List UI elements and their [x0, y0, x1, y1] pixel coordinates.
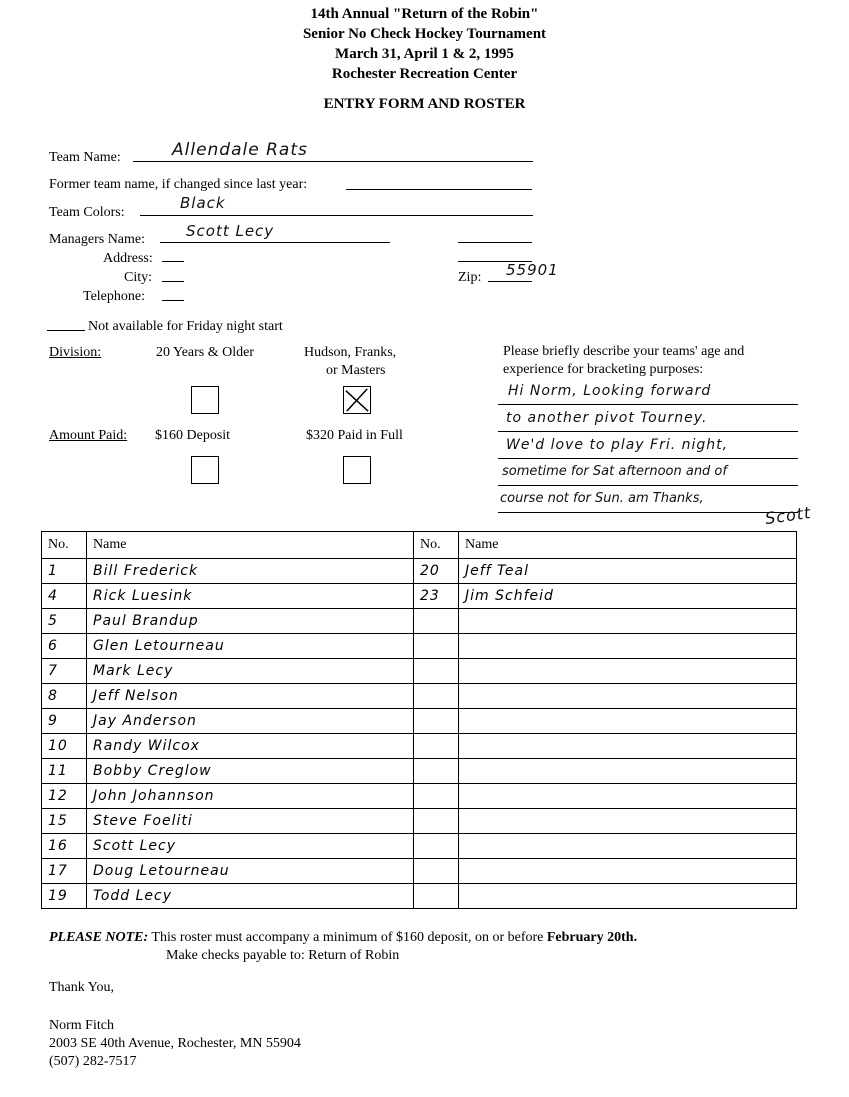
player-name[interactable] [459, 634, 797, 659]
roster-header-row [42, 532, 797, 559]
player-number[interactable] [414, 784, 459, 809]
team-name-line [133, 161, 533, 162]
description-text-5[interactable]: course not for Sun. am Thanks, [500, 491, 704, 506]
former-name-label: Former team name, if changed since last year: [49, 177, 308, 192]
please-note-label: PLEASE NOTE: [49, 930, 149, 945]
amount-option-1-label: $160 Deposit [155, 428, 231, 443]
player-number[interactable] [414, 659, 459, 684]
table-row [42, 784, 797, 809]
player-number[interactable] [414, 809, 459, 834]
player-name[interactable]: Jay Anderson [87, 709, 414, 734]
player-number[interactable]: 4 [42, 584, 87, 609]
player-number[interactable]: 20 [414, 559, 459, 584]
table-row [42, 884, 797, 909]
division-checkbox-masters[interactable] [343, 386, 371, 414]
player-name[interactable]: Doug Letourneau [87, 859, 414, 884]
team-name-label: Team Name: [49, 150, 121, 165]
player-number[interactable]: 9 [42, 709, 87, 734]
player-number[interactable]: 23 [414, 584, 459, 609]
manager-extra-line [458, 242, 532, 243]
division-option-2-label-1: Hudson, Franks, [304, 345, 397, 360]
city-label: City: [124, 270, 153, 285]
description-signature: Scott [763, 502, 813, 529]
player-number[interactable]: 1 [42, 559, 87, 584]
player-number[interactable]: 15 [42, 809, 87, 834]
description-text-3[interactable]: We'd love to play Fri. night, [506, 437, 729, 453]
division-label: Division: [49, 345, 102, 360]
address-line[interactable] [162, 261, 184, 262]
table-row [42, 759, 797, 784]
address-label: Address: [103, 251, 153, 266]
col-name-header-right: Name [459, 532, 797, 559]
former-name-line[interactable] [346, 189, 532, 190]
description-text-1[interactable]: Hi Norm, Looking forward [508, 383, 712, 399]
table-row [42, 734, 797, 759]
player-name[interactable] [459, 884, 797, 909]
division-option-1-label: 20 Years & Older [156, 345, 254, 360]
player-name[interactable]: Scott Lecy [87, 834, 414, 859]
player-name[interactable]: John Johannson [87, 784, 414, 809]
player-number[interactable]: 10 [42, 734, 87, 759]
form-title: ENTRY FORM AND ROSTER [323, 96, 526, 112]
player-name[interactable] [459, 734, 797, 759]
player-number[interactable] [414, 734, 459, 759]
player-number[interactable]: 19 [42, 884, 87, 909]
player-number[interactable] [414, 859, 459, 884]
description-text-4[interactable]: sometime for Sat afternoon and of [502, 464, 727, 479]
player-name[interactable]: Jeff Nelson [87, 684, 414, 709]
player-name[interactable] [459, 609, 797, 634]
amount-checkbox-paid-full[interactable] [343, 456, 371, 484]
header-line-2: Senior No Check Hockey Tournament [302, 26, 547, 42]
payable-to: Make checks payable to: Return of Robin [166, 948, 400, 963]
description-prompt-1: Please briefly describe your teams' age and [503, 344, 745, 359]
player-name[interactable]: Randy Wilcox [87, 734, 414, 759]
description-line-4 [498, 485, 798, 486]
player-name[interactable] [459, 659, 797, 684]
player-name[interactable]: Mark Lecy [87, 659, 414, 684]
zip-value[interactable]: 55901 [506, 261, 559, 279]
description-text-2[interactable]: to another pivot Tourney. [506, 410, 708, 426]
player-number[interactable]: 6 [42, 634, 87, 659]
player-name[interactable]: Glen Letourneau [87, 634, 414, 659]
player-name[interactable]: Steve Foeliti [87, 809, 414, 834]
player-number[interactable] [414, 609, 459, 634]
player-name[interactable] [459, 859, 797, 884]
col-name-header-left: Name [87, 532, 414, 559]
zip-line [488, 281, 532, 282]
contact-phone: (507) 282-7517 [49, 1054, 137, 1069]
manager-label: Managers Name: [49, 232, 146, 247]
player-number[interactable]: 8 [42, 684, 87, 709]
amount-checkbox-deposit[interactable] [191, 456, 219, 484]
description-line-5 [498, 512, 798, 513]
player-name[interactable]: Jeff Teal [459, 559, 797, 584]
player-name[interactable] [459, 809, 797, 834]
please-note [49, 928, 829, 948]
player-name[interactable]: Todd Lecy [87, 884, 414, 909]
amount-option-2-label: $320 Paid in Full [306, 428, 403, 443]
manager-line [160, 242, 390, 243]
player-name[interactable] [459, 834, 797, 859]
division-option-2-label-2: or Masters [326, 363, 386, 378]
manager-value[interactable]: Scott Lecy [186, 222, 275, 240]
friday-blank[interactable] [47, 330, 85, 331]
player-name[interactable]: Bill Frederick [87, 559, 414, 584]
contact-address: 2003 SE 40th Avenue, Rochester, MN 55904 [49, 1036, 301, 1051]
player-number[interactable]: 7 [42, 659, 87, 684]
please-note-deadline: February 20th. [546, 930, 638, 945]
player-number[interactable] [414, 759, 459, 784]
player-name[interactable]: Rick Luesink [87, 584, 414, 609]
checkmark-x-icon [344, 387, 370, 413]
player-number[interactable]: 16 [42, 834, 87, 859]
player-name[interactable]: Paul Brandup [87, 609, 414, 634]
zip-label: Zip: [458, 270, 482, 285]
player-name[interactable] [459, 784, 797, 809]
friday-label: Not available for Friday night start [88, 319, 283, 334]
amount-paid-label: Amount Paid: [49, 428, 128, 443]
player-number[interactable]: 5 [42, 609, 87, 634]
table-row [42, 584, 797, 609]
player-name[interactable] [459, 684, 797, 709]
contact-name: Norm Fitch [49, 1018, 114, 1033]
description-line-1 [498, 404, 798, 405]
telephone-line[interactable] [162, 300, 184, 301]
player-name[interactable]: Bobby Creglow [87, 759, 414, 784]
player-name[interactable]: Jim Schfeid [459, 584, 797, 609]
team-name-value[interactable]: Allendale Rats [172, 140, 308, 160]
roster-table [41, 531, 797, 909]
player-number[interactable] [414, 709, 459, 734]
table-row [42, 634, 797, 659]
player-number[interactable] [414, 684, 459, 709]
telephone-label: Telephone: [83, 289, 145, 304]
team-colors-value[interactable]: Black [180, 194, 226, 212]
city-line[interactable] [162, 281, 184, 282]
table-row [42, 559, 797, 584]
player-name[interactable] [459, 759, 797, 784]
please-note-text: This roster must accompany a minimum of $160 deposit, on or before [148, 930, 547, 945]
player-number[interactable] [414, 884, 459, 909]
table-row [42, 809, 797, 834]
description-prompt-2: experience for bracketing purposes: [503, 362, 704, 377]
thank-you: Thank You, [49, 980, 114, 995]
player-number[interactable]: 17 [42, 859, 87, 884]
header-line-1: 14th Annual "Return of the Robin" [310, 6, 539, 22]
table-row [42, 659, 797, 684]
table-row [42, 609, 797, 634]
player-name[interactable] [459, 709, 797, 734]
team-colors-label: Team Colors: [49, 205, 125, 220]
table-row [42, 859, 797, 884]
division-checkbox-20-older[interactable] [191, 386, 219, 414]
player-number[interactable]: 11 [42, 759, 87, 784]
col-no-header-left: No. [42, 532, 87, 559]
header-line-4: Rochester Recreation Center [331, 66, 518, 82]
header-line-3: March 31, April 1 & 2, 1995 [335, 46, 514, 62]
player-number[interactable]: 12 [42, 784, 87, 809]
col-no-header-right: No. [414, 532, 459, 559]
player-number[interactable] [414, 634, 459, 659]
table-row [42, 709, 797, 734]
table-row [42, 834, 797, 859]
player-number[interactable] [414, 834, 459, 859]
team-colors-line [140, 215, 533, 216]
table-row [42, 684, 797, 709]
description-line-3 [498, 458, 798, 459]
description-line-2 [498, 431, 798, 432]
